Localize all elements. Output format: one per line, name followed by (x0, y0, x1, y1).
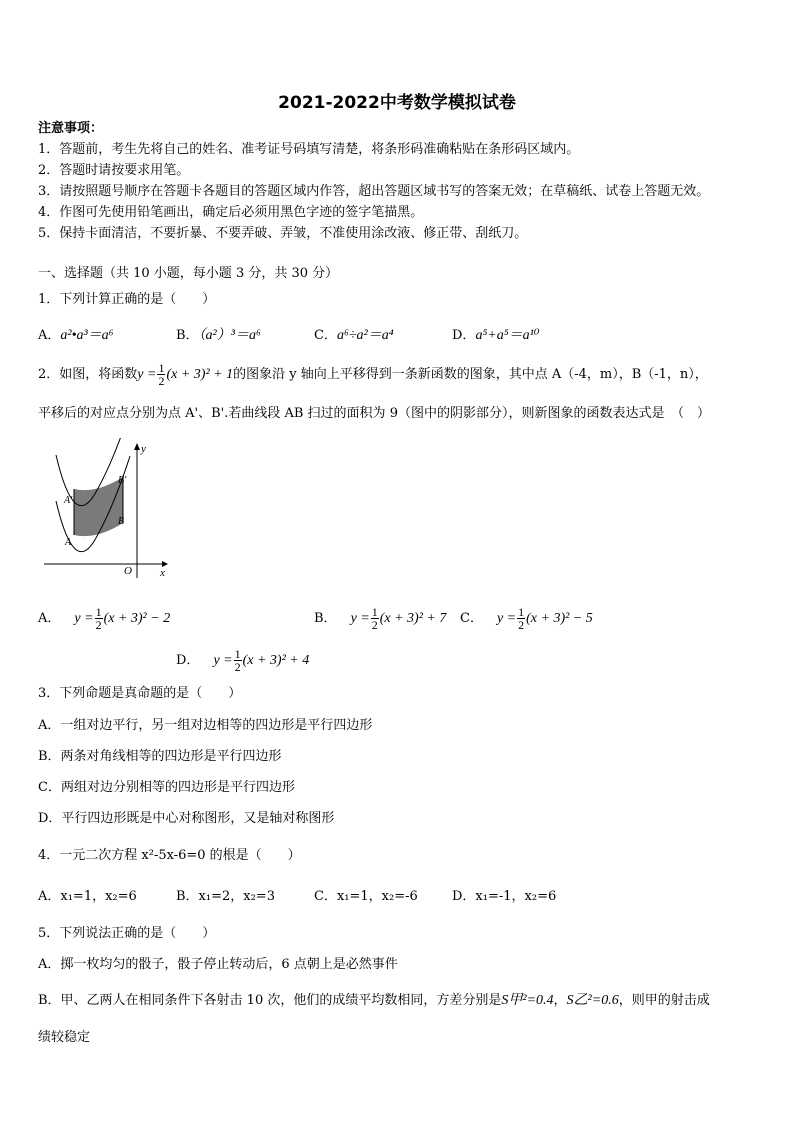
q2-stem-line2: 平移后的对应点分别为点 A'、B'.若曲线段 AB 扫过的面积为 9（图中的阴影部分），则新图象的函数表达式是 （ ） (38, 406, 710, 421)
q1-option-c: C．a⁶÷a²＝a⁴ (314, 328, 394, 343)
q3-option-d: D．平行四边形既是中心对称图形，又是轴对称图形 (38, 811, 335, 826)
q2-option-a: A． y = $\frac{1}{2}$ (x + 3)² − 2 (38, 605, 171, 632)
q2-graph (38, 438, 173, 583)
q4-option-b: B．x₁=2，x₂=3 (176, 889, 275, 904)
q2-option-b: B． y = $\frac{1}{2}$ (x + 3)² + 7 (314, 605, 447, 632)
page-title: 2021-2022中考数学模拟试卷 (278, 93, 516, 113)
q4-option-c: C．x₁=1，x₂=-6 (314, 889, 418, 904)
q5-option-b: B．甲、乙两人在相同条件下各射击 10 次，他们的成绩平均数相同，方差分别是S甲²=0.4，S乙²=0.6，则甲的射击成 (38, 993, 710, 1008)
x-label: x (160, 567, 165, 579)
q4-option-a: A．x₁=1，x₂=6 (38, 889, 137, 904)
q2-option-c: C． y = $\frac{1}{2}$ (x + 3)² − 5 (460, 605, 593, 632)
q1-option-d: D．a⁵+a⁵＝a¹⁰ (452, 328, 540, 343)
q4-stem: 4．一元二次方程 x²-5x-6=0 的根是（ ） (38, 848, 301, 863)
section-heading: 一、选择题（共 10 小题，每小题 3 分，共 30 分） (38, 266, 339, 281)
point-a-prime-label: A' (64, 495, 73, 506)
notice-heading: 注意事项： (38, 121, 104, 136)
q5-option-b-line2: 绩较稳定 (38, 1030, 91, 1045)
y-arrow (134, 443, 140, 450)
notice-item: 2．答题时请按要求用笔。 (38, 163, 190, 178)
q2-stem: 2．如图，将函数y = $\frac{1}{2}$ (x + 3)² + 1的图象沿 y 轴向上平移得到一条新函数的图象，其中点 A（-4，m），B（-1，n）， (38, 361, 708, 388)
point-a-label: A (65, 537, 72, 548)
point-b-prime-label: B' (118, 475, 127, 486)
notice-item: 4．作图可先使用铅笔画出，确定后必须用黑色字迹的签字笔描黑。 (38, 205, 424, 220)
q3-option-c: C．两组对边分别相等的四边形是平行四边形 (38, 780, 295, 795)
origin-label: O (124, 565, 132, 577)
q3-stem: 3．下列命题是真命题的是（ ） (38, 686, 242, 701)
q1-option-a: A．a²•a³＝a⁶ (38, 328, 114, 343)
q4-option-d: D．x₁=-1，x₂=6 (452, 889, 557, 904)
q1-option-b: B．（a²）³＝a⁶ (176, 328, 261, 343)
q1-stem: 1．下列计算正确的是（ ） (38, 292, 216, 307)
q3-option-b: B．两条对角线相等的四边形是平行四边形 (38, 749, 282, 764)
q3-option-a: A．一组对边平行，另一组对边相等的四边形是平行四边形 (38, 718, 373, 733)
q5-stem: 5．下列说法正确的是（ ） (38, 926, 216, 941)
shaded-region (74, 477, 123, 536)
y-label: y (141, 443, 146, 455)
point-b-label: B (118, 516, 125, 527)
notice-item: 3．请按照题号顺序在答题卡各题目的答题区域内作答，超出答题区域书写的答案无效；在草稿纸、试卷上答题无效。 (38, 184, 710, 199)
notice-item: 1．答题前，考生先将自己的姓名、准考证号码填写清楚，将条形码准确粘贴在条形码区域内。 (38, 142, 580, 157)
q5-option-a: A．掷一枚均匀的骰子，骰子停止转动后，6 点朝上是必然事件 (38, 957, 398, 972)
notice-item: 5．保持卡面清洁，不要折暴、不要弄破、弄皱，不准使用涂改液、修正带、刮纸刀。 (38, 226, 528, 241)
q2-option-d: D． y = $\frac{1}{2}$ (x + 3)² + 4 (176, 647, 310, 674)
